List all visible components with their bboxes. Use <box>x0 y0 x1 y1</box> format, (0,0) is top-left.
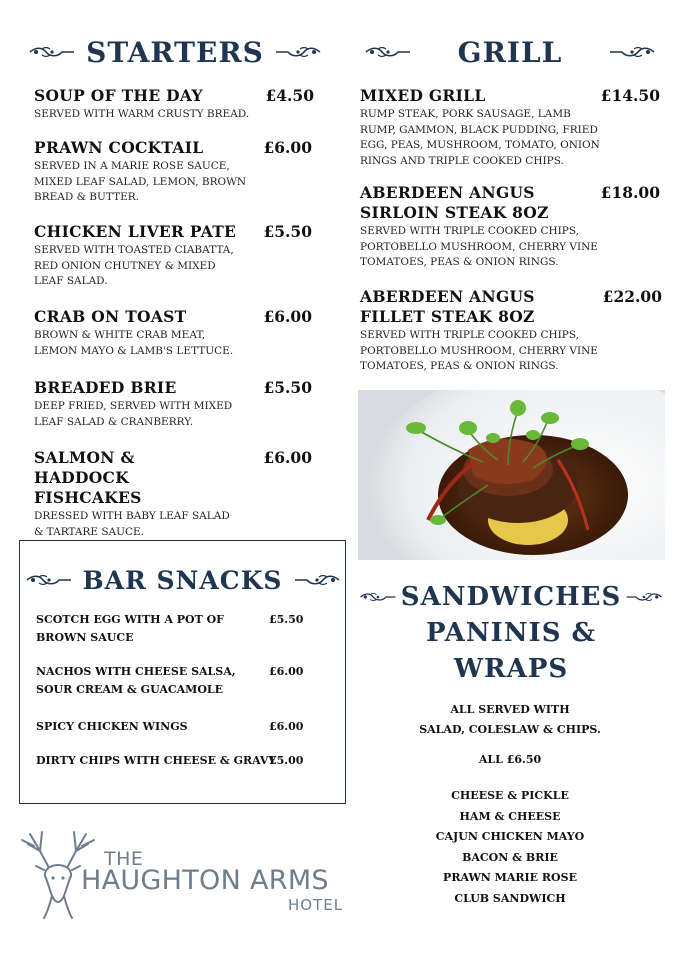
snack-item <box>36 752 326 770</box>
list-item: BACON & BRIE <box>462 850 558 864</box>
item-price: £6.00 <box>263 138 312 157</box>
sandwiches-price: ALL £6.50 <box>478 753 542 766</box>
sandwiches-served-line1: ALL SERVED WITH <box>450 703 570 716</box>
starter-item <box>34 138 312 206</box>
grill-title: GRILL <box>457 35 563 69</box>
snack-name: SCOTCH EGG WITH A POT OF BROWN SAUCE <box>36 613 224 644</box>
item-description: SERVED WITH TRIPLE COOKED CHIPS, PORTOBELLO MUSHROOM, CHERRY VINE TOMATOES, PEAS & ONION RINGS. <box>360 329 598 372</box>
grill-item <box>360 183 660 271</box>
left-flourish-icon <box>28 46 76 58</box>
steak-dish-image <box>358 390 665 560</box>
item-description: DRESSED WITH BABY LEAF SALAD & TARTARE SAUCE. <box>34 510 230 538</box>
left-flourish-icon <box>364 46 412 58</box>
snack-price: £6.00 <box>269 665 304 678</box>
logo-text-name: HAUGHTON ARMS <box>81 865 329 896</box>
logo-text-the: THE <box>104 848 144 870</box>
starters-title: STARTERS <box>86 35 264 69</box>
starter-item <box>34 222 312 290</box>
hotel-logo <box>18 826 358 921</box>
item-name: SALMON & HADDOCK FISHCAKES <box>34 448 142 507</box>
item-price: £22.00 <box>602 287 662 306</box>
item-description: DEEP FRIED, SERVED WITH MIXED LEAF SALAD & CRANBERRY. <box>34 400 233 428</box>
snack-name: DIRTY CHIPS WITH CHEESE & GRAVY <box>36 754 277 767</box>
item-description: RUMP STEAK, PORK SAUSAGE, LAMB RUMP, GAMMON, BLACK PUDDING, FRIED EGG, PEAS, MUSHROOM, TOMATO, ONION RINGS AND TRIPLE COOKED CHIPS. <box>360 108 600 167</box>
left-flourish-icon <box>25 574 73 586</box>
grill-heading <box>360 34 660 70</box>
starter-item <box>34 86 314 123</box>
item-name: CHICKEN LIVER PATE <box>34 222 237 241</box>
item-description: SERVED WITH WARM CRUSTY BREAD. <box>34 108 250 120</box>
sandwiches-title-line3: WRAPS <box>453 654 569 684</box>
sandwiches-list <box>360 786 660 910</box>
item-price: £18.00 <box>600 183 660 202</box>
bar-snacks-heading <box>30 563 335 597</box>
bar-snacks-box <box>19 540 346 804</box>
snack-price: £5.00 <box>269 754 304 767</box>
item-price: £5.50 <box>263 378 312 397</box>
snack-price: £5.50 <box>269 613 304 626</box>
starter-item <box>34 378 312 430</box>
item-name: MIXED GRILL <box>360 86 486 105</box>
right-flourish-icon <box>625 591 663 603</box>
right-flourish-icon <box>274 46 322 58</box>
item-name: ABERDEEN ANGUS FILLET STEAK 8OZ <box>360 287 535 326</box>
sandwiches-title-line1: SANDWICHES <box>400 582 622 612</box>
item-name: CRAB ON TOAST <box>34 307 187 326</box>
item-price: £4.50 <box>265 86 314 105</box>
list-item: CHEESE & PICKLE <box>451 789 569 802</box>
item-description: SERVED IN A MARIE ROSE SAUCE, MIXED LEAF SALAD, LEMON, BROWN BREAD & BUTTER. <box>34 160 247 203</box>
right-flourish-icon <box>608 46 656 58</box>
item-price: £5.50 <box>263 222 312 241</box>
food-photo <box>358 390 665 560</box>
item-name: SOUP OF THE DAY <box>34 86 203 105</box>
item-name: ABERDEEN ANGUS SIRLOIN STEAK 8OZ <box>360 183 549 222</box>
snack-item <box>36 611 326 647</box>
item-description: BROWN & WHITE CRAB MEAT, LEMON MAYO & LAMB'S LETTUCE. <box>34 329 234 357</box>
list-item: CLUB SANDWICH <box>454 891 566 905</box>
sandwiches-served-line2: SALAD, COLESLAW & CHIPS. <box>419 723 601 736</box>
snack-price: £6.00 <box>269 720 304 733</box>
right-flourish-icon <box>293 574 341 586</box>
sandwiches-heading-line3 <box>360 652 662 686</box>
item-price: £6.00 <box>263 307 312 326</box>
list-item: PRAWN MARIE ROSE <box>443 871 577 885</box>
sandwiches-heading-line1 <box>360 580 662 614</box>
left-flourish-icon <box>359 591 397 603</box>
starters-heading <box>30 34 320 70</box>
snack-name: NACHOS WITH CHEESE SALSA, SOUR CREAM & GUACAMOLE <box>36 665 236 696</box>
sandwiches-title-line2: PANINIS & <box>426 618 596 648</box>
item-price: £6.00 <box>263 448 312 467</box>
item-price: £14.50 <box>600 86 660 105</box>
bar-snacks-title: BAR SNACKS <box>82 565 283 595</box>
sandwiches-heading-line2 <box>360 616 662 650</box>
item-name: PRAWN COCKTAIL <box>34 138 204 157</box>
list-item: CAJUN CHICKEN MAYO <box>435 830 585 844</box>
starter-item <box>34 307 312 359</box>
starter-item <box>34 448 312 540</box>
snack-item <box>36 663 326 699</box>
logo-text-hotel: HOTEL <box>288 896 344 914</box>
snack-item <box>36 718 326 736</box>
list-item: HAM & CHEESE <box>459 809 561 823</box>
grill-item <box>360 86 660 169</box>
grill-item <box>360 287 662 375</box>
snack-name: SPICY CHICKEN WINGS <box>36 720 188 733</box>
item-description: SERVED WITH TOASTED CIABATTA, RED ONION CHUTNEY & MIXED LEAF SALAD. <box>34 244 234 287</box>
item-description: SERVED WITH TRIPLE COOKED CHIPS, PORTOBELLO MUSHROOM, CHERRY VINE TOMATOES, PEAS & ONION RINGS. <box>360 225 598 268</box>
item-name: BREADED BRIE <box>34 378 177 397</box>
